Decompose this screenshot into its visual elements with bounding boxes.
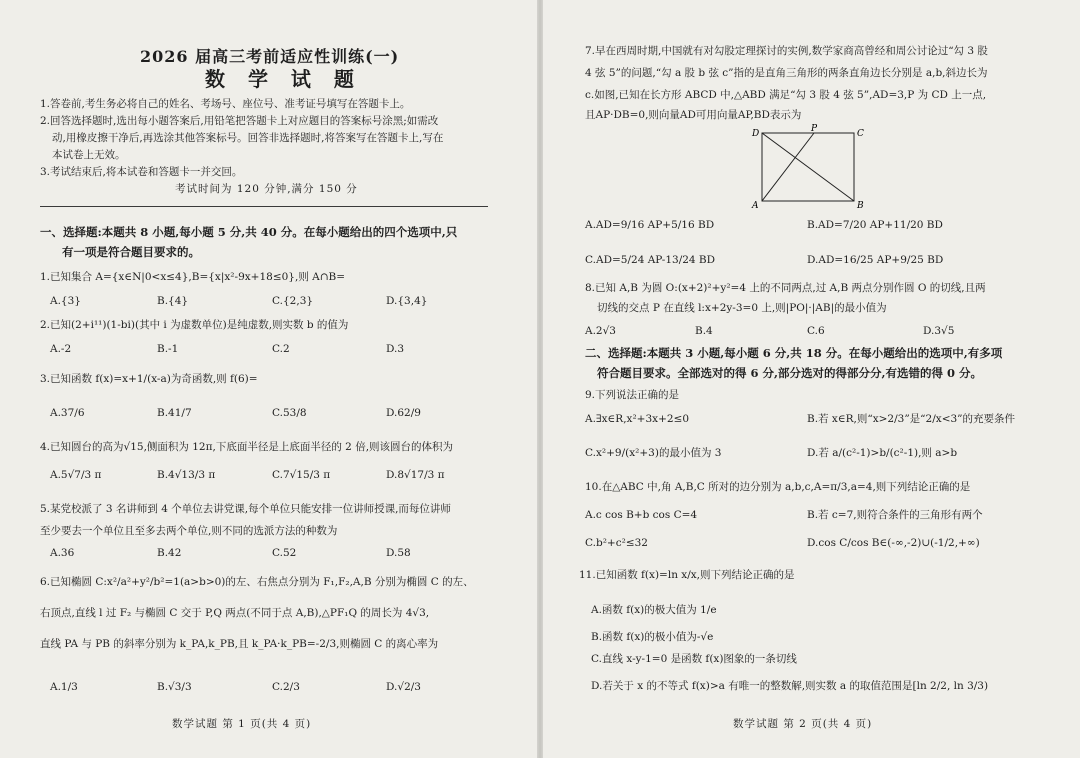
q7-option-d: D.AD=16/25 AP+9/25 BD: [807, 254, 944, 266]
q8-option-d: D.3√5: [923, 325, 955, 337]
q6-option-a: A.1/3: [50, 681, 78, 693]
q9-stem: 9.下列说法正确的是: [585, 389, 680, 401]
q1-option-b: B.{4}: [157, 295, 189, 307]
header-divider: [40, 206, 488, 207]
section2-heading: 二、选择题:本题共 3 小题,每小题 6 分,共 18 分。在每小题给出的选项中,有多项: [585, 346, 1003, 360]
q9-option-b: B.若 x∈R,则“x>2/3”是“2/x<3”的充要条件: [807, 413, 1016, 425]
q5-option-d: D.58: [386, 547, 411, 559]
segment-ap: [762, 133, 814, 201]
section1-heading-cont: 有一项是符合题目要求的。: [62, 245, 200, 259]
q7-stem: 7.早在西周时期,中国就有对勾股定理探讨的实例,数学家商高曾经和周公讨论过“勾 3 股: [585, 45, 988, 57]
q10-option-d: D.cos C/cos B∈(-∞,-2)∪(-1/2,+∞): [807, 537, 980, 549]
page-2: [545, 0, 1080, 758]
q7-option-b: B.AD=7/20 AP+11/20 BD: [807, 219, 943, 231]
q9-option-c: C.x²+9/(x²+3)的最小值为 3: [585, 447, 722, 459]
q4-option-b: B.4√13/3 π: [157, 469, 216, 481]
note-2: 2.回答选择题时,选出每小题答案后,用铅笔把答题卡上对应题目的答案标号涂黑;如需改: [40, 115, 439, 127]
exam-subject: 数 学 试 题: [205, 67, 362, 91]
q8-option-c: C.6: [807, 325, 825, 337]
label-a: A: [752, 201, 759, 210]
page-2-footer: 数学试题 第 2 页(共 4 页): [733, 718, 873, 730]
segment-db: [762, 133, 854, 201]
rectangle-figure: [750, 124, 866, 210]
q2-option-c: C.2: [272, 343, 290, 355]
q2-stem: 2.已知(2+i¹¹)(1-bi)(其中 i 为虚数单位)是纯虚数,则实数 b 的值为: [40, 319, 349, 331]
note-1: 1.答卷前,考生务必将自己的姓名、考场号、座位号、准考证号填写在答题卡上。: [40, 98, 411, 110]
q1-option-d: D.{3,4}: [386, 295, 428, 307]
q2-option-b: B.-1: [157, 343, 179, 355]
label-c: C: [857, 129, 864, 139]
q6-option-b: B.√3/3: [157, 681, 192, 693]
q2-option-a: A.-2: [50, 343, 72, 355]
q11-option-d: D.若关于 x 的不等式 f(x)>a 有唯一的整数解,则实数 a 的取值范围是[ln 2/2, ln 3/3): [591, 680, 989, 692]
q2-option-d: D.3: [386, 343, 405, 355]
q6-stem-cont: 右顶点,直线 l 过 F₂ 与椭圆 C 交于 P,Q 两点(不同于点 A,B),△PF₁Q 的周长为 4√3,: [40, 607, 430, 619]
q3-option-c: C.53/8: [272, 407, 307, 419]
q7-option-a: A.AD=9/16 AP+5/16 BD: [585, 219, 715, 231]
q6-stem: 6.已知椭圆 C:x²/a²+y²/b²=1(a>b>0)的左、右焦点分别为 F₁,F₂,A,B 分别为椭圆 C 的左、: [40, 576, 474, 588]
label-p: P: [811, 124, 818, 134]
note-2-cont: 动,用橡皮擦干净后,再选涂其他答案标号。回答非选择题时,将答案写在答题卡上,写在: [52, 132, 444, 144]
q4-option-c: C.7√15/3 π: [272, 469, 331, 481]
q4-stem: 4.已知圆台的高为√15,侧面积为 12π,下底面半径是上底面半径的 2 倍,则该圆台的体积为: [40, 441, 454, 453]
q3-stem: 3.已知函数 f(x)=x+1/(x-a)为奇函数,则 f(6)=: [40, 373, 258, 385]
q7-stem-end: 且AP·DB=0,则向量AD可用向量AP,BD表示为: [585, 109, 802, 121]
label-b: B: [857, 201, 864, 210]
q1-option-a: A.{3}: [50, 295, 81, 307]
q8-stem: 8.已知 A,B 为圆 O:(x+2)²+y²=4 上的不同两点,过 A,B 两点分别作圆 O 的切线,且两: [585, 282, 986, 294]
q5-option-a: A.36: [50, 547, 75, 559]
q4-option-a: A.5√7/3 π: [50, 469, 102, 481]
note-3: 3.考试结束后,将本试卷和答题卡一并交回。: [40, 166, 243, 178]
section2-heading-cont: 符合题目要求。全部选对的得 6 分,部分选对的得部分分,有选错的得 0 分。: [597, 366, 983, 380]
q7-stem-cont2: c.如图,已知在长方形 ABCD 中,△ABD 满足“勾 3 股 4 弦 5”,AD=3,P 为 CD 上一点,: [585, 89, 987, 101]
q8-option-b: B.4: [695, 325, 713, 337]
note-2-end: 本试卷上无效。: [52, 149, 126, 161]
section1-heading: 一、选择题:本题共 8 小题,每小题 5 分,共 40 分。在每小题给出的四个选项中,只: [40, 225, 458, 239]
q3-option-d: D.62/9: [386, 407, 421, 419]
q10-option-a: A.c cos B+b cos C=4: [585, 509, 698, 521]
label-d: D: [752, 129, 760, 139]
q1-option-c: C.{2,3}: [272, 295, 314, 307]
q4-option-d: D.8√17/3 π: [386, 469, 445, 481]
q5-option-c: C.52: [272, 547, 297, 559]
q11-option-c: C.直线 x-y-1=0 是函数 f(x)图象的一条切线: [591, 653, 797, 665]
q3-option-a: A.37/6: [50, 407, 85, 419]
q1-stem: 1.已知集合 A={x∈N|0<x≤4},B={x|x²-9x+18≤0},则 A∩B=: [40, 271, 346, 283]
q5-option-b: B.42: [157, 547, 182, 559]
q11-option-b: B.函数 f(x)的极小值为-√e: [591, 631, 714, 643]
q9-option-a: A.∃x∈R,x²+3x+2≤0: [585, 413, 690, 425]
center-fold: [537, 0, 543, 758]
q9-option-d: D.若 a/(c²-1)>b/(c²-1),则 a>b: [807, 447, 958, 459]
q5-stem-cont: 至少要去一个单位且至多去两个单位,则不同的选派方法的种数为: [40, 525, 338, 537]
q6-option-d: D.√2/3: [386, 681, 421, 693]
q6-stem-end: 直线 PA 与 PB 的斜率分别为 k_PA,k_PB,且 k_PA·k_PB=-2/3,则椭圆 C 的离心率为: [40, 638, 439, 650]
q3-option-b: B.41/7: [157, 407, 192, 419]
q8-stem-cont: 切线的交点 P 在直线 l:x+2y-3=0 上,则|PO|·|AB|的最小值为: [597, 302, 887, 314]
page-1-footer: 数学试题 第 1 页(共 4 页): [172, 718, 312, 730]
q11-option-a: A.函数 f(x)的极大值为 1/e: [591, 604, 717, 616]
q6-option-c: C.2/3: [272, 681, 300, 693]
q8-option-a: A.2√3: [585, 325, 616, 337]
q7-option-c: C.AD=5/24 AP-13/24 BD: [585, 254, 716, 266]
q7-stem-cont: 4 弦 5”的问题,“勾 a 股 b 弦 c”指的是直角三角形的两条直角边长分别是 a,b,斜边长为: [585, 67, 988, 79]
q11-stem: 11.已知函数 f(x)=ln x/x,则下列结论正确的是: [579, 569, 795, 581]
exam-title: 2026 届高三考前适应性训练(一): [140, 47, 400, 66]
page-1: [0, 0, 535, 758]
q5-stem: 5.某党校派了 3 名讲师到 4 个单位去讲党课,每个单位只能安排一位讲师授课,而每位讲师: [40, 503, 451, 515]
q10-option-c: C.b²+c²≤32: [585, 537, 648, 549]
q10-stem: 10.在△ABC 中,角 A,B,C 所对的边分别为 a,b,c,A=π/3,a=4,则下列结论正确的是: [585, 481, 971, 493]
time-info: 考试时间为 120 分钟,满分 150 分: [175, 183, 358, 195]
q10-option-b: B.若 c=7,则符合条件的三角形有两个: [807, 509, 983, 521]
